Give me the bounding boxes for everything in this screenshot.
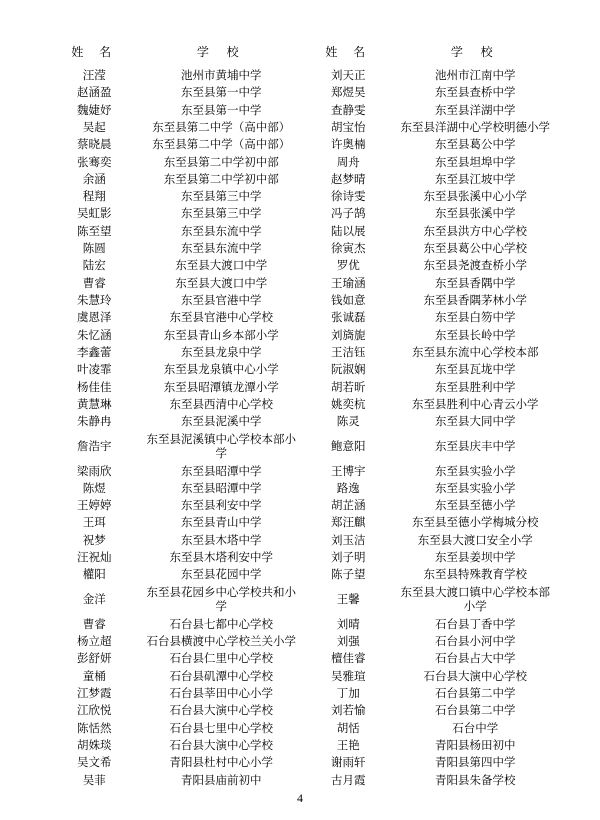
table-row — [46, 462, 554, 479]
cell-school-left: 东至县第二中学（高中部） — [152, 137, 291, 152]
cell-name-right: 钱如意 — [330, 293, 366, 308]
cell-name-left: 陈恬然 — [77, 720, 112, 735]
cell-name-left: 曹睿 — [82, 616, 106, 631]
cell-school-left: 东至县东流中学 — [181, 241, 262, 256]
cell-name-right: 刘子明 — [330, 550, 366, 565]
cell-school-right: 石台县占大中学 — [435, 651, 516, 666]
cell-school-right: 东至县洪方中心学校 — [423, 223, 527, 238]
cell-name-left: 吴虹影 — [77, 206, 112, 221]
table-row — [46, 101, 554, 118]
cell-school-right: 东至县洋湖中学 — [435, 102, 516, 117]
table-row — [46, 84, 554, 101]
cell-school-right: 东至县江坡中学 — [435, 171, 516, 186]
cell-name-left: 黄慧琳 — [77, 396, 112, 411]
cell-name-left: 江梦霞 — [77, 686, 112, 701]
cell-name-left: 杨立超 — [77, 634, 112, 649]
cell-name-right: 郑汪麒 — [330, 515, 366, 530]
cell-name-right: 查静雯 — [330, 102, 366, 117]
cell-name-left: 彭舒妍 — [77, 651, 112, 666]
cell-name-right: 郑煜昊 — [330, 85, 366, 100]
cell-name-left: 杨佳佳 — [77, 379, 112, 394]
cell-school-right: 东至县胜利中心青云小学 — [412, 396, 539, 411]
cell-name-left: 程翔 — [82, 189, 106, 204]
table-row — [46, 222, 554, 239]
cell-school-left: 东至县泥溪镇中心学校本部小学 — [146, 431, 296, 461]
cell-school-left: 东至县青山乡本部小学 — [163, 327, 279, 342]
table-row — [46, 153, 554, 170]
cell-school-right: 青阳县朱备学校 — [435, 772, 516, 787]
table-row — [46, 396, 554, 413]
column-header-school-left: 学 校 — [196, 45, 246, 60]
cell-school-left: 东至县第三中学 — [181, 189, 262, 204]
cell-name-left: 王婷婷 — [77, 498, 112, 513]
cell-name-left: 李鑫蕾 — [77, 344, 112, 359]
table-row — [46, 737, 554, 754]
cell-school-right: 东至县实验小学 — [435, 463, 516, 478]
cell-school-left: 东至县西清中心学校 — [169, 396, 273, 411]
cell-name-right: 丁加 — [336, 686, 360, 701]
cell-school-right: 东至县张溪中学 — [435, 206, 516, 221]
cell-school-right: 东至县庆丰中学 — [435, 438, 516, 453]
cell-name-left: 陈煜 — [82, 480, 106, 495]
cell-name-right: 胡芷涵 — [330, 498, 366, 513]
cell-school-left: 东至县东流中学 — [181, 223, 262, 238]
cell-name-left: 虞恩泽 — [77, 310, 112, 325]
cell-school-right: 石台县丁香中学 — [435, 616, 516, 631]
cell-school-right: 东至县白笏中学 — [435, 310, 516, 325]
cell-name-right: 王馨 — [336, 592, 360, 607]
table-row — [46, 136, 554, 153]
cell-name-right: 刘玉洁 — [330, 532, 366, 547]
cell-school-left: 石台县莘田中心小学 — [169, 686, 273, 701]
cell-school-left: 东至县花园中学 — [181, 567, 262, 582]
cell-name-left: 詹浩宇 — [77, 438, 112, 453]
cell-name-right: 刘旖旎 — [330, 327, 366, 342]
cell-name-right: 赵梦晴 — [330, 171, 366, 186]
cell-school-left: 东至县昭潭中学 — [181, 480, 262, 495]
cell-name-right: 鲍意阳 — [330, 438, 366, 453]
cell-school-right: 东至县实验小学 — [435, 480, 516, 495]
table-row — [46, 615, 554, 632]
cell-name-right: 刘晴 — [336, 616, 360, 631]
cell-school-left: 东至县官港中学 — [181, 293, 262, 308]
cell-name-right: 陈子望 — [330, 567, 366, 582]
cell-name-right: 路逸 — [336, 480, 360, 495]
cell-school-right: 东至县尧渡查桥小学 — [423, 258, 527, 273]
cell-school-left: 东至县第一中学 — [181, 85, 262, 100]
cell-school-left: 东至县大渡口中学 — [175, 275, 268, 290]
cell-name-left: 吴菲 — [82, 772, 106, 787]
cell-name-right: 张诚磊 — [330, 310, 366, 325]
cell-school-right: 东至县东流中心学校本部 — [412, 344, 539, 359]
cell-school-left: 东至县花园乡中心学校共和小学 — [146, 584, 296, 614]
table-row — [46, 205, 554, 222]
cell-name-right: 徐诗雯 — [330, 189, 366, 204]
cell-name-right: 许奥楠 — [330, 137, 366, 152]
cell-school-left: 东至县大渡口中学 — [175, 258, 268, 273]
table-row — [46, 685, 554, 702]
cell-name-left: 江欣悦 — [77, 703, 112, 718]
cell-name-right: 王洁钰 — [330, 344, 366, 359]
cell-school-right: 东至县张溪中心小学 — [423, 189, 527, 204]
table-row — [46, 566, 554, 583]
cell-school-left: 东至县第一中学 — [181, 102, 262, 117]
cell-school-right: 东至县坦埠中学 — [435, 154, 516, 169]
cell-school-right: 东至县香隅中学 — [435, 275, 516, 290]
cell-school-right: 东至县姜坝中学 — [435, 550, 516, 565]
table-row — [46, 378, 554, 395]
table-row — [46, 583, 554, 615]
table-row — [46, 549, 554, 566]
table-row — [46, 430, 554, 462]
cell-name-right: 吴雅瑄 — [330, 668, 366, 683]
cell-school-left: 东至县第二中学初中部 — [163, 171, 279, 186]
cell-school-right: 东至县葛公中心学校 — [423, 241, 527, 256]
cell-name-left: 權阳 — [82, 567, 106, 582]
cell-school-left: 池州市黄埔中学 — [181, 67, 262, 82]
cell-name-right: 陈灵 — [336, 414, 360, 429]
table-row — [46, 240, 554, 257]
cell-name-right: 王瑜涵 — [330, 275, 366, 290]
cell-name-right: 刘若愉 — [330, 703, 366, 718]
cell-name-left: 叶凌霏 — [77, 362, 112, 377]
cell-name-right: 王博宇 — [330, 463, 366, 478]
cell-name-left: 吴文希 — [77, 755, 112, 770]
cell-name-left: 魏婕妤 — [77, 102, 112, 117]
table-body — [46, 67, 554, 789]
cell-name-right: 古月霞 — [330, 772, 366, 787]
table-row — [46, 754, 554, 771]
cell-name-right: 周舟 — [336, 154, 360, 169]
cell-school-left: 东至县木塔利安中学 — [169, 550, 273, 565]
cell-school-left: 东至县利安中学 — [181, 498, 262, 513]
table-row — [46, 309, 554, 326]
header-row — [46, 44, 554, 67]
cell-school-left: 东至县第二中学初中部 — [163, 154, 279, 169]
table-row — [46, 274, 554, 291]
cell-name-left: 陈圆 — [82, 241, 106, 256]
cell-name-left: 童桶 — [82, 668, 106, 683]
cell-school-right: 池州市江南中学 — [435, 67, 516, 82]
cell-name-left: 王珥 — [82, 515, 106, 530]
cell-school-right: 石台县小河中学 — [435, 634, 516, 649]
table-row — [46, 633, 554, 650]
cell-school-right: 东至县大渡口安全小学 — [417, 532, 533, 547]
cell-school-right: 青阳县第四中学 — [435, 755, 516, 770]
table-row — [46, 188, 554, 205]
cell-name-left: 赵涵盈 — [77, 85, 112, 100]
table-row — [46, 702, 554, 719]
cell-school-right: 石台中学 — [452, 720, 499, 735]
table-row — [46, 292, 554, 309]
cell-school-left: 东至县官港中心学校 — [169, 310, 273, 325]
cell-school-right: 青阳县杨田初中 — [435, 737, 516, 752]
table-row — [46, 67, 554, 84]
table-row — [46, 771, 554, 788]
cell-school-left: 石台县仁里中心学校 — [169, 651, 273, 666]
cell-school-right: 东至县至德小学 — [435, 498, 516, 513]
cell-name-right: 胡恬 — [336, 720, 360, 735]
page-number: 4 — [297, 791, 303, 805]
table-row — [46, 497, 554, 514]
cell-name-left: 吴起 — [82, 119, 106, 134]
cell-name-left: 汪滢 — [82, 67, 106, 82]
cell-name-right: 徐寅杰 — [330, 241, 366, 256]
cell-name-right: 陆以展 — [330, 223, 366, 238]
cell-name-left: 梁雨欣 — [77, 463, 112, 478]
cell-name-right: 阮淑娴 — [330, 362, 366, 377]
cell-school-right: 东至县至德小学梅城分校 — [412, 515, 539, 530]
table-row — [46, 326, 554, 343]
column-header-school-right: 学 校 — [450, 45, 500, 60]
cell-name-left: 汪祝灿 — [77, 550, 112, 565]
cell-name-left: 张骞奕 — [77, 154, 112, 169]
cell-name-left: 胡姝琰 — [77, 737, 112, 752]
cell-name-right: 姚奕杭 — [330, 396, 366, 411]
table-row — [46, 171, 554, 188]
cell-school-left: 东至县木塔中学 — [181, 532, 262, 547]
cell-school-left: 石台县七里中心学校 — [169, 720, 273, 735]
table-header — [46, 44, 554, 67]
cell-name-right: 胡宝怡 — [330, 119, 366, 134]
column-header-name-right: 姓 名 — [325, 45, 372, 60]
cell-school-right: 东至县香隅茅林小学 — [423, 293, 527, 308]
cell-school-right: 石台县第二中学 — [435, 686, 516, 701]
cell-name-left: 陆宏 — [82, 258, 106, 273]
cell-school-right: 东至县葛公中学 — [435, 137, 516, 152]
cell-school-right: 石台县第二中学 — [435, 703, 516, 718]
cell-school-left: 石台县大演中心学校 — [169, 703, 273, 718]
cell-name-left: 朱忆涵 — [77, 327, 112, 342]
cell-school-left: 石台县矶潭中心学校 — [169, 668, 273, 683]
cell-school-left: 青阳县庙前初中 — [181, 772, 262, 787]
column-header-name-left: 姓 名 — [71, 45, 118, 60]
table-row — [46, 667, 554, 684]
table-row — [46, 532, 554, 549]
cell-school-right: 东至县洋湖中心学校明德小学 — [400, 119, 550, 134]
table-row — [46, 119, 554, 136]
cell-school-left: 东至县龙泉镇中心小学 — [163, 362, 279, 377]
cell-school-left: 青阳县杜村中心小学 — [169, 755, 273, 770]
cell-name-right: 罗优 — [336, 258, 360, 273]
cell-school-left: 石台县大演中心学校 — [169, 737, 273, 752]
cell-school-left: 东至县昭潭中学 — [181, 463, 262, 478]
table-row — [46, 514, 554, 531]
cell-name-right: 谢雨轩 — [330, 755, 366, 770]
table-row — [46, 480, 554, 497]
table-row — [46, 719, 554, 736]
cell-name-right: 胡若昕 — [330, 379, 366, 394]
cell-school-right: 东至县大渡口镇中心学校本部小学 — [400, 584, 550, 614]
cell-name-left: 曹睿 — [82, 275, 106, 290]
cell-name-left: 蔡晓晨 — [77, 137, 112, 152]
cell-name-right: 王艳 — [336, 737, 360, 752]
table-row — [46, 361, 554, 378]
table-row — [46, 650, 554, 667]
cell-name-left: 余涵 — [82, 171, 106, 186]
cell-school-left: 石台县横渡中心学校兰关小学 — [146, 634, 296, 649]
cell-school-left: 东至县青山中学 — [181, 515, 262, 530]
cell-school-left: 东至县龙泉中学 — [181, 344, 262, 359]
cell-school-right: 石台县大演中心学校 — [423, 668, 527, 683]
cell-name-left: 陈至望 — [77, 223, 112, 238]
cell-name-left: 金洋 — [82, 592, 106, 607]
cell-name-right: 冯子鹄 — [330, 206, 366, 221]
cell-school-right: 东至县查桥中学 — [435, 85, 516, 100]
cell-school-right: 东至县大同中学 — [435, 414, 516, 429]
roster-table — [46, 44, 554, 789]
cell-school-left: 东至县第三中学 — [181, 206, 262, 221]
cell-school-left: 东至县第二中学（高中部） — [152, 119, 291, 134]
cell-school-right: 东至县胜利中学 — [435, 379, 516, 394]
cell-school-right: 东至县特殊教育学校 — [423, 567, 527, 582]
cell-name-left: 朱静冉 — [77, 414, 112, 429]
cell-school-left: 东至县泥溪中学 — [181, 414, 262, 429]
cell-name-right: 刘强 — [336, 634, 360, 649]
table-row — [46, 257, 554, 274]
table-row — [46, 413, 554, 430]
cell-school-right: 东至县瓦垅中学 — [435, 362, 516, 377]
cell-name-right: 檀佳睿 — [330, 651, 366, 666]
cell-school-left: 石台县七都中心学校 — [169, 616, 273, 631]
cell-name-left: 祝梦 — [82, 532, 106, 547]
cell-name-right: 刘天正 — [330, 67, 366, 82]
cell-school-right: 东至县长岭中学 — [435, 327, 516, 342]
table-row — [46, 344, 554, 361]
cell-name-left: 朱慧玲 — [77, 293, 112, 308]
cell-school-left: 东至县昭潭镇龙潭小学 — [163, 379, 279, 394]
